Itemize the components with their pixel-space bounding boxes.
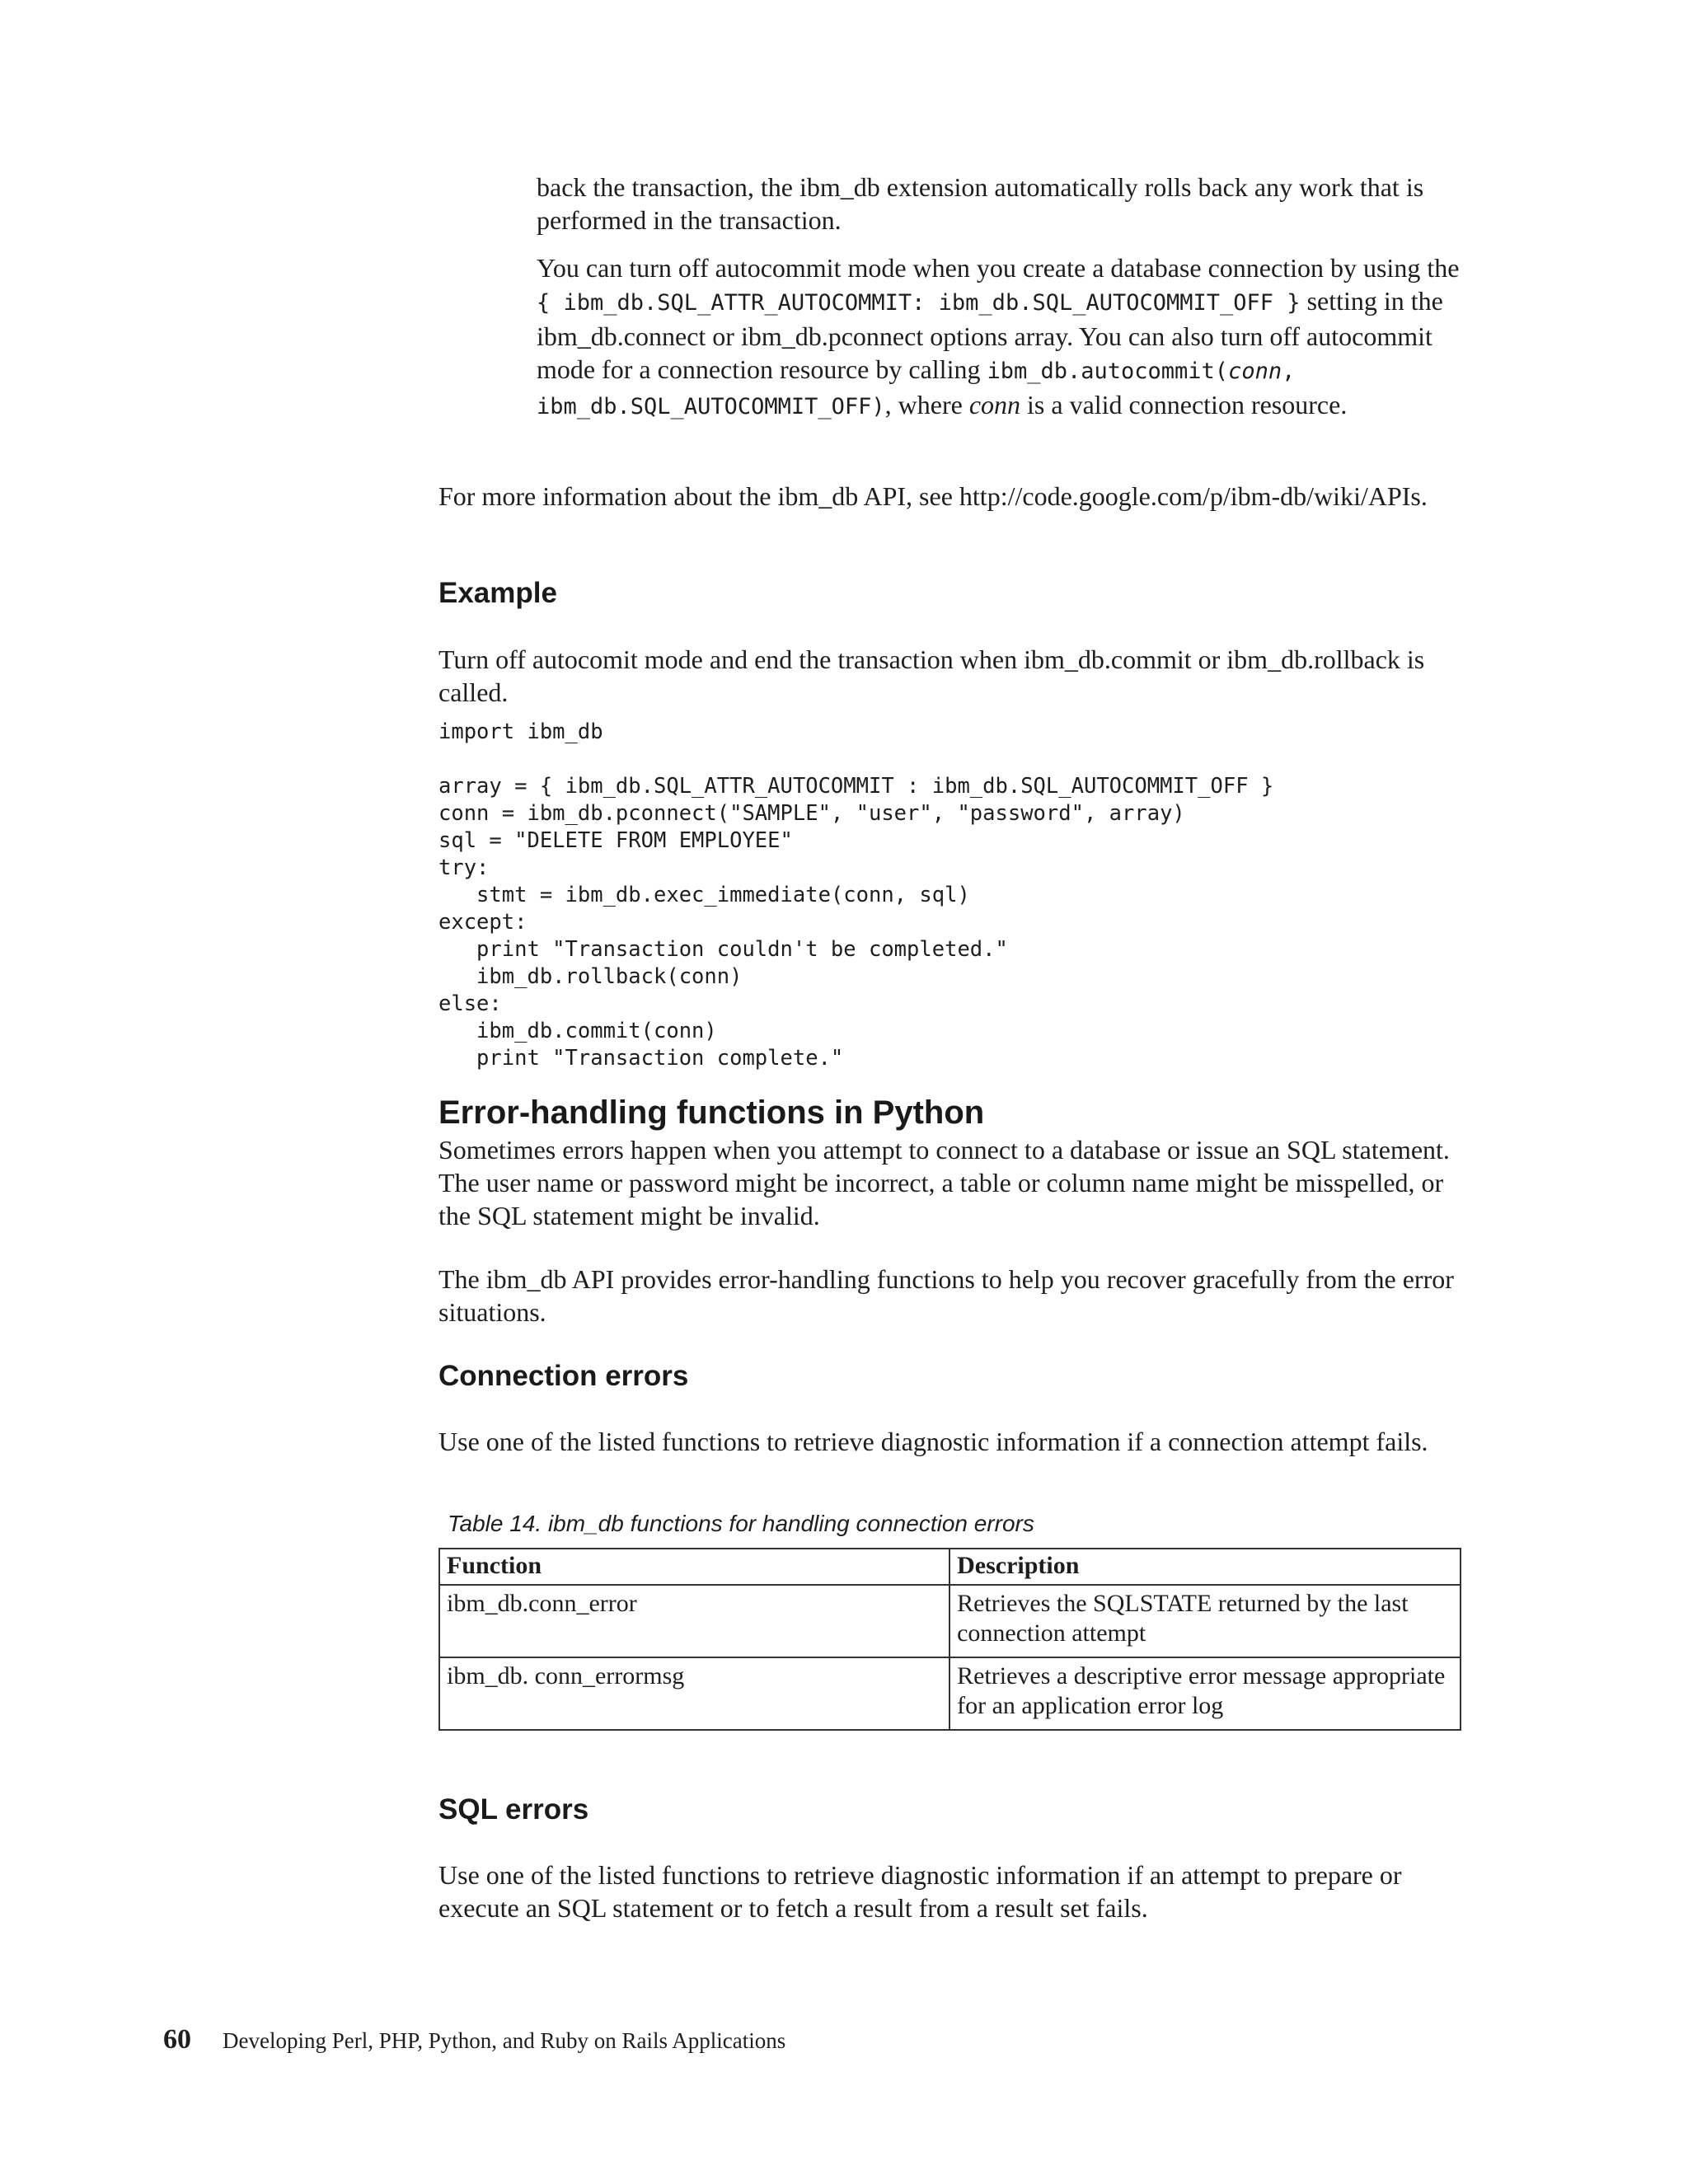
example-code-block: import ibm_db array = { ibm_db.SQL_ATTR_AUTOCOMMIT : ibm_db.SQL_AUTOCOMMIT_OFF } conn = ibm_db.pconnect("SAMPLE", "user", "password", array) sql = "DELETE FROM EMPLOYEE" try: stmt = ibm_db.exec_immediate(conn, sql) except: print "Transaction couldn't be completed." ibm_db.rollback(conn) else: ibm_db.commit(conn) print "Transaction complete." <box>438 719 1274 1071</box>
connection-errors-paragraph: Use one of the listed functions to retrieve diagnostic information if a connection attempt fails. <box>438 1427 1428 1456</box>
book-title: Developing Perl, PHP, Python, and Ruby on Rails Applications <box>223 2028 786 2053</box>
intro-para2-text-a: You can turn off autocommit mode when you create a database connection by using the <box>537 253 1460 283</box>
table-cell-description: Retrieves a descriptive error message appropriate for an application error log <box>950 1657 1461 1730</box>
more-info-paragraph: For more information about the ibm_db API, see http://code.google.com/p/ibm-db/wiki/APIs. <box>438 481 1428 511</box>
table-header-row <box>439 1549 1461 1585</box>
table-header-function: Function <box>439 1549 950 1585</box>
table-cell-description: Retrieves the SQLSTATE returned by the last connection attempt <box>950 1585 1461 1657</box>
table-cell-function: ibm_db. conn_errormsg <box>439 1657 950 1730</box>
table-cell-function: ibm_db.conn_error <box>439 1585 950 1657</box>
intro-para2-text-b: setting in the ibm_db.connect or ibm_db.pconnect options array. You can also turn off autocommit mode for a connection resource by calling <box>537 286 1443 384</box>
example-description: Turn off autocomit mode and end the transaction when ibm_db.commit or ibm_db.rollback is called. <box>438 644 1425 707</box>
error-handling-paragraph-2: The ibm_db API provides error-handling functions to help you recover gracefully from the error situations. <box>438 1264 1454 1327</box>
table-row <box>439 1585 1461 1657</box>
connection-errors-heading: Connection errors <box>438 1360 689 1392</box>
autocommit-setting-code: { ibm_db.SQL_ATTR_AUTOCOMMIT: ibm_db.SQL_AUTOCOMMIT_OFF } <box>537 290 1301 316</box>
intro-para2-text-c: , where <box>884 390 969 419</box>
autocommit-call-code-a: ibm_db.autocommit( <box>987 359 1229 384</box>
error-handling-paragraph-1: Sometimes errors happen when you attempt to connect to a database or issue an SQL statement. The user name or password might be incorrect, a table or column name might be misspelled, or the SQL statement might be invalid. <box>438 1135 1450 1230</box>
intro-para2-text-d: is a valid connection resource. <box>1020 390 1348 419</box>
error-handling-heading: Error-handling functions in Python <box>438 1094 985 1131</box>
intro-paragraph-1: back the transaction, the ibm_db extension automatically rolls back any work that is performed in the transaction. <box>537 172 1424 235</box>
table-row <box>439 1657 1461 1730</box>
intro-section <box>537 171 1468 424</box>
sql-errors-paragraph: Use one of the listed functions to retrieve diagnostic information if an attempt to prepare or execute an SQL statement or to fetch a result from a result set fails. <box>438 1860 1402 1923</box>
intro-paragraph-2 <box>537 251 1468 424</box>
autocommit-call-code-param: conn <box>1228 359 1282 384</box>
table-caption: Table 14. ibm_db functions for handling connection errors <box>448 1511 1034 1536</box>
example-heading: Example <box>438 577 557 609</box>
connection-errors-table <box>438 1548 1461 1731</box>
intro-para2-italic: conn <box>968 390 1021 419</box>
table-header-description: Description <box>950 1549 1461 1585</box>
sql-errors-heading: SQL errors <box>438 1793 589 1825</box>
page-footer <box>163 2024 785 2055</box>
page-number: 60 <box>163 2024 191 2055</box>
autocommit-call-code-b: , ibm_db.SQL_AUTOCOMMIT_OFF) <box>537 359 1296 419</box>
